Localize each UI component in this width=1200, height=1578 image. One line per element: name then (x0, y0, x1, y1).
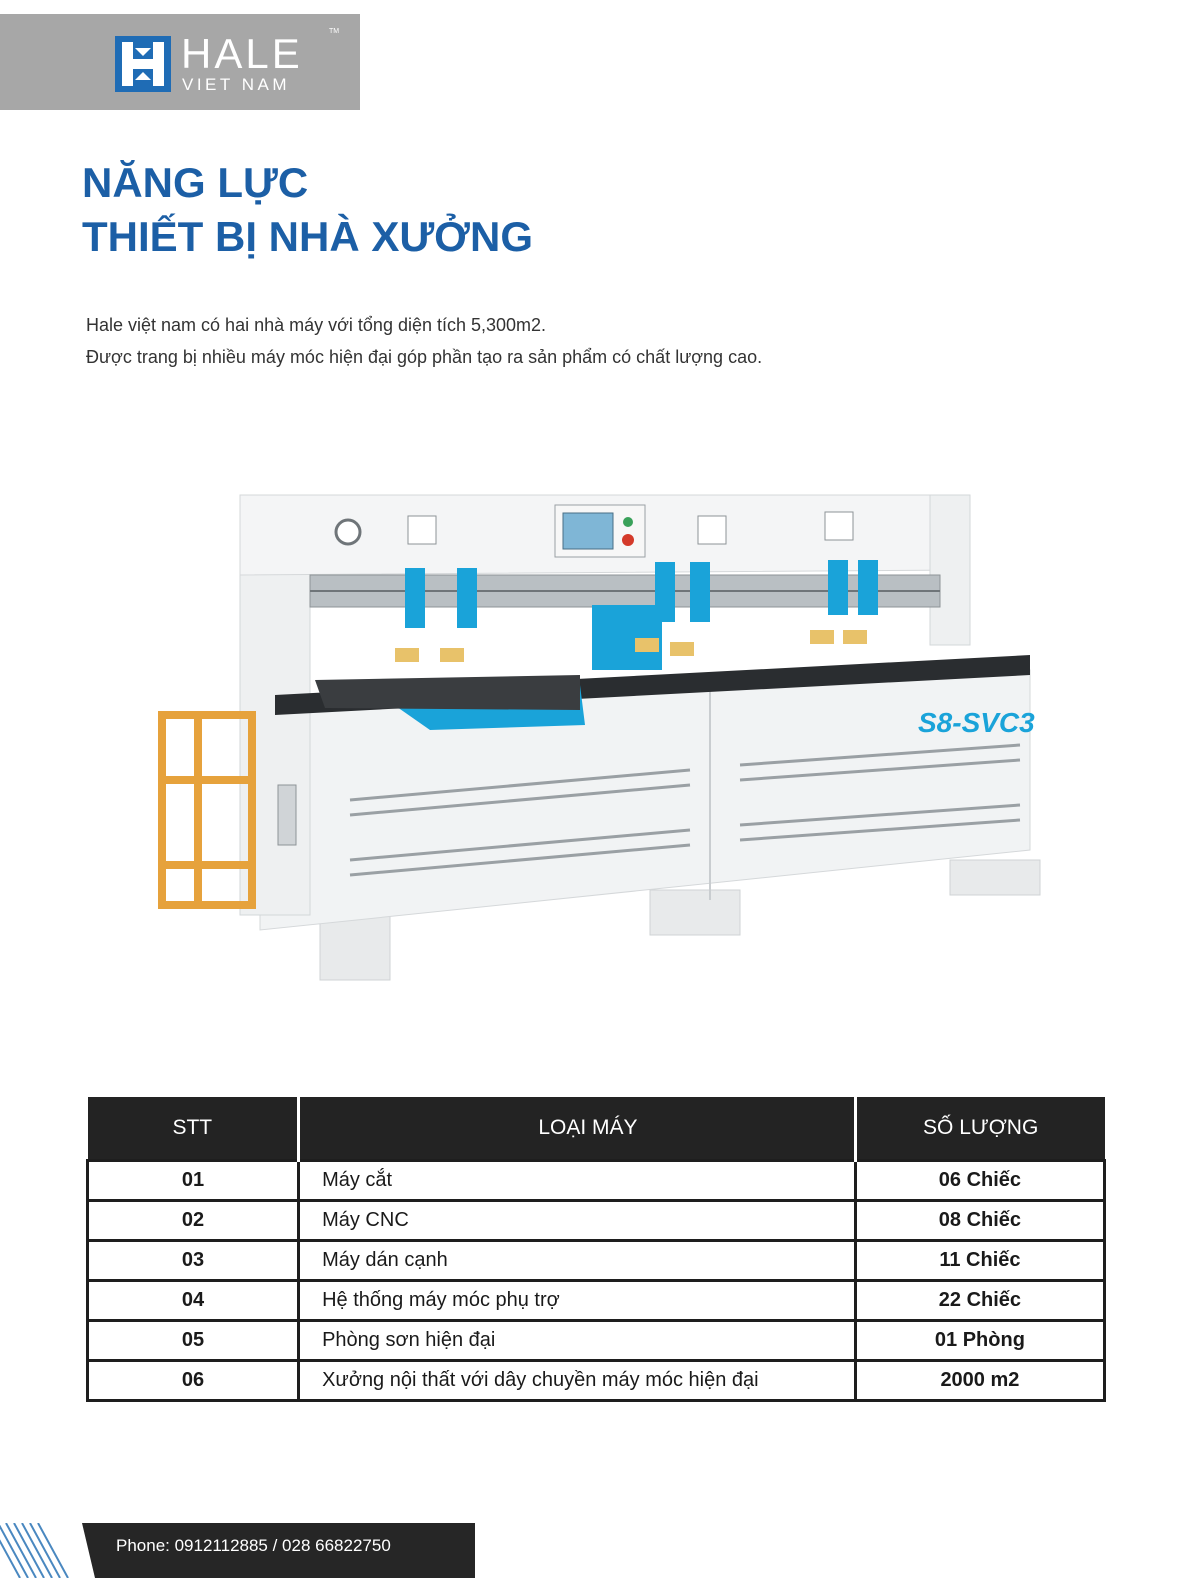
footer-stripes-decoration (0, 1523, 70, 1578)
table-row (88, 1161, 1105, 1201)
header-machine-type: LOẠI MÁY (299, 1097, 856, 1161)
page-title (82, 156, 533, 264)
row-stt: 05 (88, 1321, 299, 1361)
row-quantity: 06 Chiếc (855, 1161, 1104, 1201)
footer-phone: Phone: 0912112885 / 028 66822750 (116, 1536, 391, 1555)
logo-trademark: TM (329, 28, 340, 35)
table-row (88, 1361, 1105, 1401)
row-machine-type: Máy dán cạnh (299, 1241, 856, 1281)
table-row (88, 1321, 1105, 1361)
intro-line-2: Được trang bị nhiều máy móc hiện đại góp phần tạo ra sản phẩm có chất lượng cao. (86, 347, 763, 367)
header-stt: STT (88, 1097, 299, 1161)
table-header-row (88, 1097, 1105, 1161)
row-quantity: 11 Chiếc (855, 1241, 1104, 1281)
page-title-line-1: NĂNG LỰC (82, 159, 309, 206)
row-machine-type: Xưởng nội thất với dây chuyền máy móc hiện đại (299, 1361, 856, 1401)
logo-sub-text: VIET NAM (182, 75, 290, 94)
equipment-table (86, 1097, 1106, 1402)
header-quantity: SỐ LƯỢNG (855, 1097, 1104, 1161)
row-stt: 02 (88, 1201, 299, 1241)
row-stt: 04 (88, 1281, 299, 1321)
hale-logo-mark-icon (115, 36, 171, 92)
row-machine-type: Phòng sơn hiện đại (299, 1321, 856, 1361)
row-machine-type: Máy CNC (299, 1201, 856, 1241)
row-stt: 06 (88, 1361, 299, 1401)
row-machine-type: Hệ thống máy móc phụ trợ (299, 1281, 856, 1321)
intro-line-1: Hale việt nam có hai nhà máy với tổng diện tích 5,300m2. (86, 315, 547, 335)
logo-brand-text: HALE (181, 30, 303, 77)
row-stt: 01 (88, 1161, 299, 1201)
row-quantity: 01 Phòng (855, 1321, 1104, 1361)
row-quantity: 22 Chiếc (855, 1281, 1104, 1321)
row-machine-type: Máy cắt (299, 1161, 856, 1201)
row-stt: 03 (88, 1241, 299, 1281)
table-row (88, 1281, 1105, 1321)
row-quantity: 2000 m2 (855, 1361, 1104, 1401)
intro-text (86, 309, 762, 373)
boring-machine-illustration (150, 480, 1050, 1000)
machine-model-label: S8-SVC3 (918, 707, 1035, 738)
row-quantity: 08 Chiếc (855, 1201, 1104, 1241)
table-row (88, 1201, 1105, 1241)
table-row (88, 1241, 1105, 1281)
page-title-line-2: THIẾT BỊ NHÀ XƯỞNG (82, 213, 534, 260)
logo-block (0, 14, 360, 110)
